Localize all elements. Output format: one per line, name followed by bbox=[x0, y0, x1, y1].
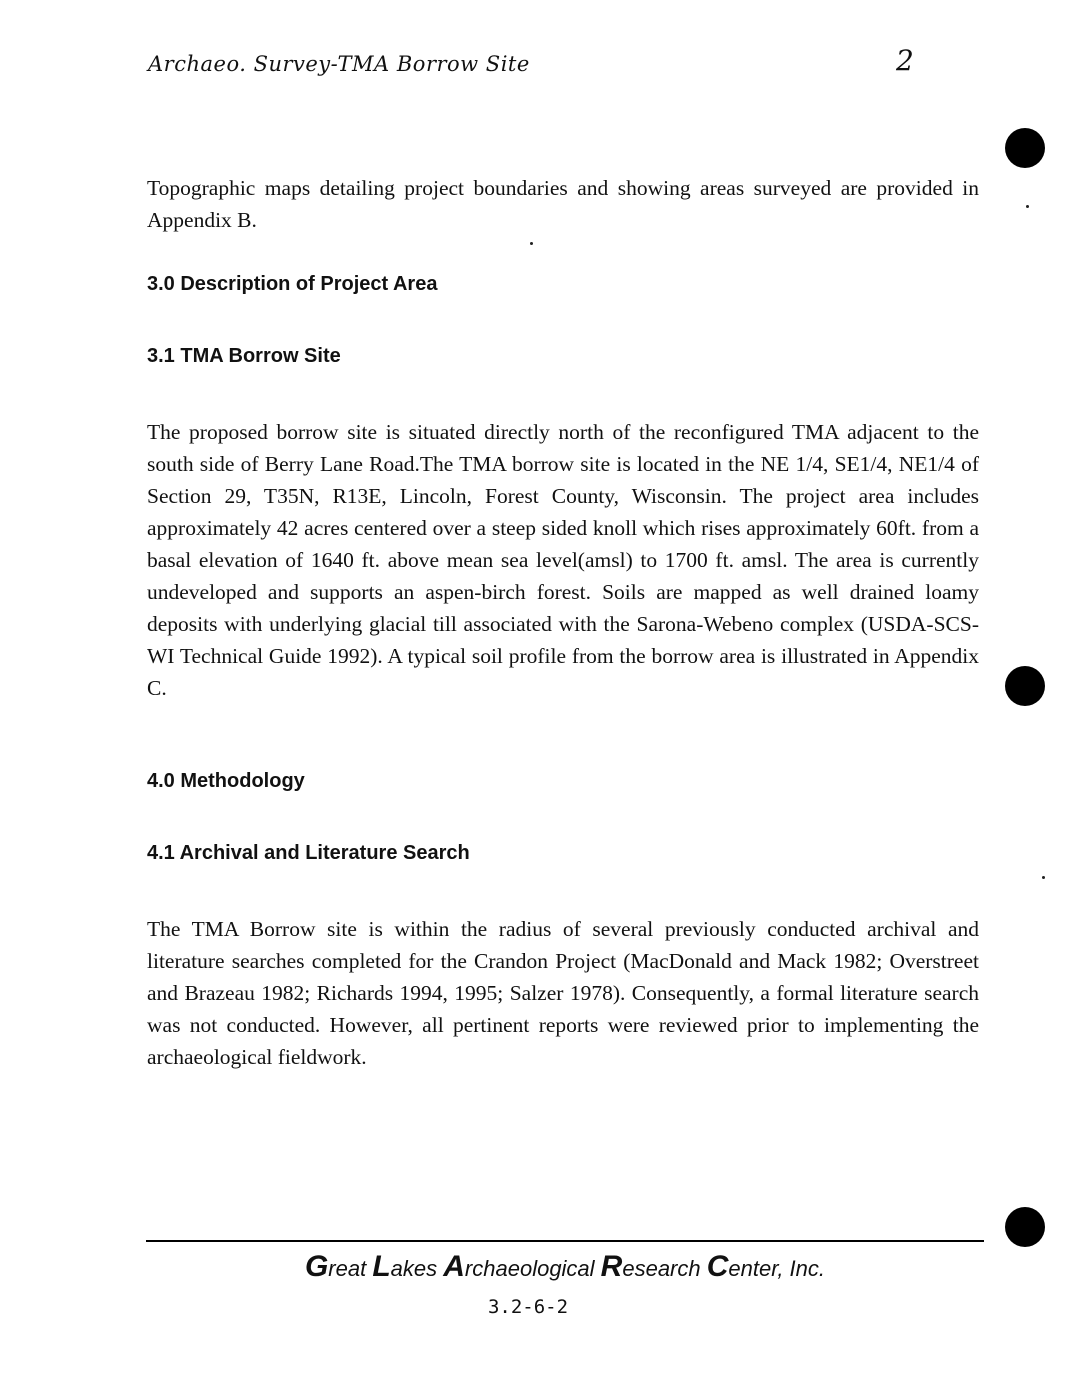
section-heading-4-1: 4.1 Archival and Literature Search bbox=[147, 842, 470, 864]
scan-speck bbox=[530, 242, 533, 245]
page-number: 2 bbox=[896, 44, 914, 77]
org-word: Lakes bbox=[372, 1250, 444, 1283]
section-heading-3-0: 3.0 Description of Project Area bbox=[147, 273, 438, 295]
literature-search-paragraph: The TMA Borrow site is within the radius of several previously conducted archival and literature searches completed for the Crandon Project (MacDonald and Mack 1982; Overstreet and Brazeau 1982; Richards 1994, 1995; Salzer 1978). Consequently, a formal literature search was not conducted. However, all pertinent reports were reviewed prior to implementing the archaeological fieldwork. bbox=[147, 917, 979, 1069]
footer-organization-name bbox=[0, 1250, 1068, 1284]
org-word: Archaeological bbox=[443, 1250, 601, 1283]
binder-punch-hole bbox=[1005, 1207, 1045, 1247]
org-word: Research bbox=[600, 1250, 707, 1283]
section-heading-4-0: 4.0 Methodology bbox=[147, 770, 305, 792]
footer-rule bbox=[146, 1240, 984, 1242]
org-word: Center, Inc. bbox=[706, 1250, 826, 1283]
running-head-title: Archaeo. Survey-TMA Borrow Site bbox=[148, 52, 530, 76]
document-code: 3.2-6-2 bbox=[487, 1296, 569, 1318]
borrow-site-paragraph: The proposed borrow site is situated directly north of the reconfigured TMA adjacent to the south side of Berry Lane Road.The TMA borrow site is located in the NE 1/4, SE1/4, NE1/4 of Section 29, T35N, R13E, Lincoln, Forest County, Wisconsin. The project area includes approximately 42 acres centered over a steep sided knoll which rises approximately 60ft. from a basal elevation of 1640 ft. above mean sea level(amsl) to 1700 ft. amsl. The area is currently undeveloped and supports an aspen-birch forest. Soils are mapped as well drained loamy deposits with underlying glacial till associated with the Sarona-Webeno complex (USDA-SCS-WI Technical Guide 1992). A typical soil profile from the borrow area is illustrated in Appendix C. bbox=[147, 420, 979, 700]
section-heading-3-1: 3.1 TMA Borrow Site bbox=[147, 345, 341, 367]
intro-paragraph: Topographic maps detailing project boundaries and showing areas surveyed are provided in Appendix B. bbox=[147, 176, 979, 232]
binder-punch-hole bbox=[1005, 128, 1045, 168]
org-word: Great bbox=[304, 1250, 373, 1283]
scan-speck bbox=[1042, 876, 1045, 879]
scan-speck bbox=[1026, 205, 1029, 208]
binder-punch-hole bbox=[1005, 666, 1045, 706]
